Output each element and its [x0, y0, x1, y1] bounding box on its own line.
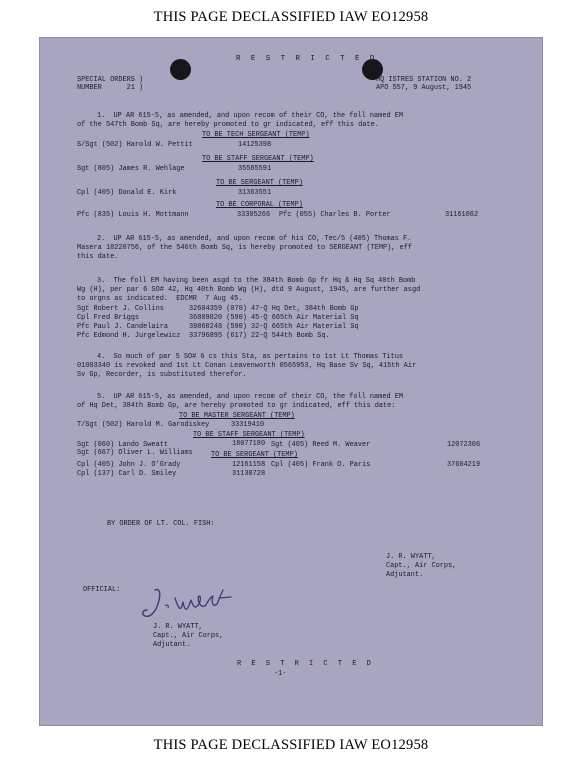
para5-line2: of Hq Det, 384th Bomb Gp, are hereby promoted to gr indicated, eff this date:: [77, 402, 396, 410]
station-name: HQ ISTRES STATION NO. 2: [376, 76, 472, 84]
para3-row3-detail: 39860248 (590) 32-Q 665th Air Material Sq: [189, 323, 359, 331]
declassified-banner-top: THIS PAGE DECLASSIFIED IAW EO12958: [153, 9, 429, 25]
para5-grade-staff-sgt: TO BE STAFF SERGEANT (TEMP): [193, 431, 305, 439]
handwritten-signature: [135, 584, 245, 624]
para1-serial1: 14125398: [238, 141, 272, 149]
official-name: J. R. WYATT,: [153, 623, 203, 631]
para5-entry1: T/Sgt (502) Harold M. Garodiskey: [77, 421, 210, 429]
para1-grade-sgt: TO BE SERGEANT (TEMP): [216, 179, 303, 187]
para5-entry2c: Sgt (667) Oliver L. Williams: [77, 449, 193, 457]
para3-row3-name: Pfc Paul J. Candelaira: [77, 323, 168, 331]
para1-serial3: 31363551: [238, 189, 272, 197]
para2-line3: this date.: [77, 253, 119, 261]
official-title: Adjutant.: [153, 641, 191, 649]
para3-row1-name: Sgt Robert J. Collins: [77, 305, 164, 313]
official-label: OFFICIAL:: [83, 586, 121, 594]
para5-serial2b: 12072306: [447, 441, 481, 449]
para2-line1: 2. UP AR 615-5, as amended, and upon recom of his CO, Tec/5 (405) Thomas F.: [97, 235, 412, 243]
para1-entry1: S/Sgt (502) Harold W. Pettit: [77, 141, 193, 149]
para1-grade-staff-sgt: TO BE STAFF SERGEANT (TEMP): [202, 155, 314, 163]
para3-row4-name: Pfc Edmond H. Jurgelewicz: [77, 332, 181, 340]
para1-grade-tech-sgt: TO BE TECH SERGEANT (TEMP): [202, 131, 310, 139]
para1-line1: 1. UP AR 615-5, as amended, and upon recom of their CO, the foll named EM: [97, 112, 403, 120]
orders-number: NUMBER 21 ): [77, 84, 144, 92]
para1-entry2: Sgt (805) James R. Wehlage: [77, 165, 185, 173]
para5-serial3c: 31138728: [232, 470, 266, 478]
para3-line1: 3. The foll EM having been asgd to the 384th Bomb Gp fr Hq & Hq Sq 40th Bomb: [97, 277, 416, 285]
para5-entry2a: Sgt (060) Lando Sweatt: [77, 441, 168, 449]
official-rank: Capt., Air Corps,: [153, 632, 224, 640]
para3-line3: to orgns as indicated. EDCMR 7 Aug 45.: [77, 295, 243, 303]
para4-line3: Sv Gp, Recorder, is substituted therefor.: [77, 371, 247, 379]
para4-line1: 4. So much of par 5 SO# 6 cs this Sta, as pertains to 1st Lt Thomas Titus: [97, 353, 403, 361]
order-by-line: BY ORDER OF LT. COL. FISH:: [107, 520, 215, 528]
para5-serial3b: 37604219: [447, 461, 481, 469]
para3-row1-detail: 32604359 (070) 47-Q Hq Det, 384th Bomb Gp: [189, 305, 359, 313]
declassified-banner-bottom: THIS PAGE DECLASSIFIED IAW EO12958: [153, 737, 429, 753]
para1-line2: of the 547th Bomb Sq, are hereby promoted to gr indicated, eff this date.: [77, 121, 379, 129]
para5-serial3a: 12161158: [232, 461, 266, 469]
para3-row2-name: Cpl Fred Briggs: [77, 314, 140, 322]
para1-entry4b: Pfc (055) Charles B. Porter: [279, 211, 391, 219]
para5-line1: 5. UP AR 615-5, as amended, and upon recom of their CO, the foll named EM: [97, 393, 403, 401]
document-page: [39, 37, 543, 726]
signer-title: Adjutant.: [386, 571, 424, 579]
para5-grade-master-sgt: TO BE MASTER SERGEANT (TEMP): [179, 412, 295, 420]
para5-grade-sgt: TO BE SERGEANT (TEMP): [211, 451, 298, 459]
para2-line2: Masera 18220756, of the 546th Bomb Sq, is hereby promoted to SERGEANT (TEMP), eff: [77, 244, 412, 252]
signer-name: J. R. WYATT,: [386, 553, 436, 561]
classification-footer: R E S T R I C T E D: [237, 660, 374, 668]
punch-hole-left: [170, 59, 191, 80]
para3-row2-detail: 36809820 (590) 45-Q 665th Air Material Sq: [189, 314, 359, 322]
para5-entry3b: Cpl (405) Frank O. Paris: [271, 461, 371, 469]
para4-line2: 01003340 is revoked and 1st Lt Conan Leavenworth 0565953, Hq Base Sv Sq, 415th Air: [77, 362, 417, 370]
para1-grade-cpl: TO BE CORPORAL (TEMP): [216, 201, 303, 209]
para5-entry3a: Cpl (405) John J. O'Grady: [77, 461, 181, 469]
para5-entry3c: Cpl (137) Carl D. Smiley: [77, 470, 177, 478]
para3-row4-detail: 33796895 (617) 22-Q 544th Bomb Sq.: [189, 332, 330, 340]
signer-rank: Capt., Air Corps,: [386, 562, 457, 570]
para5-entry2b: Sgt (405) Reed M. Weaver: [271, 441, 371, 449]
station-apo-date: APO 557, 9 August, 1945: [376, 84, 472, 92]
para1-serial2: 35585591: [238, 165, 272, 173]
page-number: -1-: [274, 670, 287, 678]
orders-label: SPECIAL ORDERS ): [77, 76, 144, 84]
para5-serial2a: 18077180: [232, 440, 266, 448]
para1-serial4b: 31161062: [445, 211, 479, 219]
para5-serial1: 33319410: [231, 421, 265, 429]
classification-header: R E S T R I C T E D: [236, 55, 378, 63]
para1-entry4: Pfc (835) Louis H. Mottmann: [77, 211, 189, 219]
para1-serial4: 33305266: [237, 211, 271, 219]
para3-line2: Wg (H), per par 6 SO# 42, Hq 40th Bomb Wg (H), dtd 9 August, 1945, are further asgd: [77, 286, 421, 294]
para1-entry3: Cpl (405) Donald E. Kirk: [77, 189, 177, 197]
